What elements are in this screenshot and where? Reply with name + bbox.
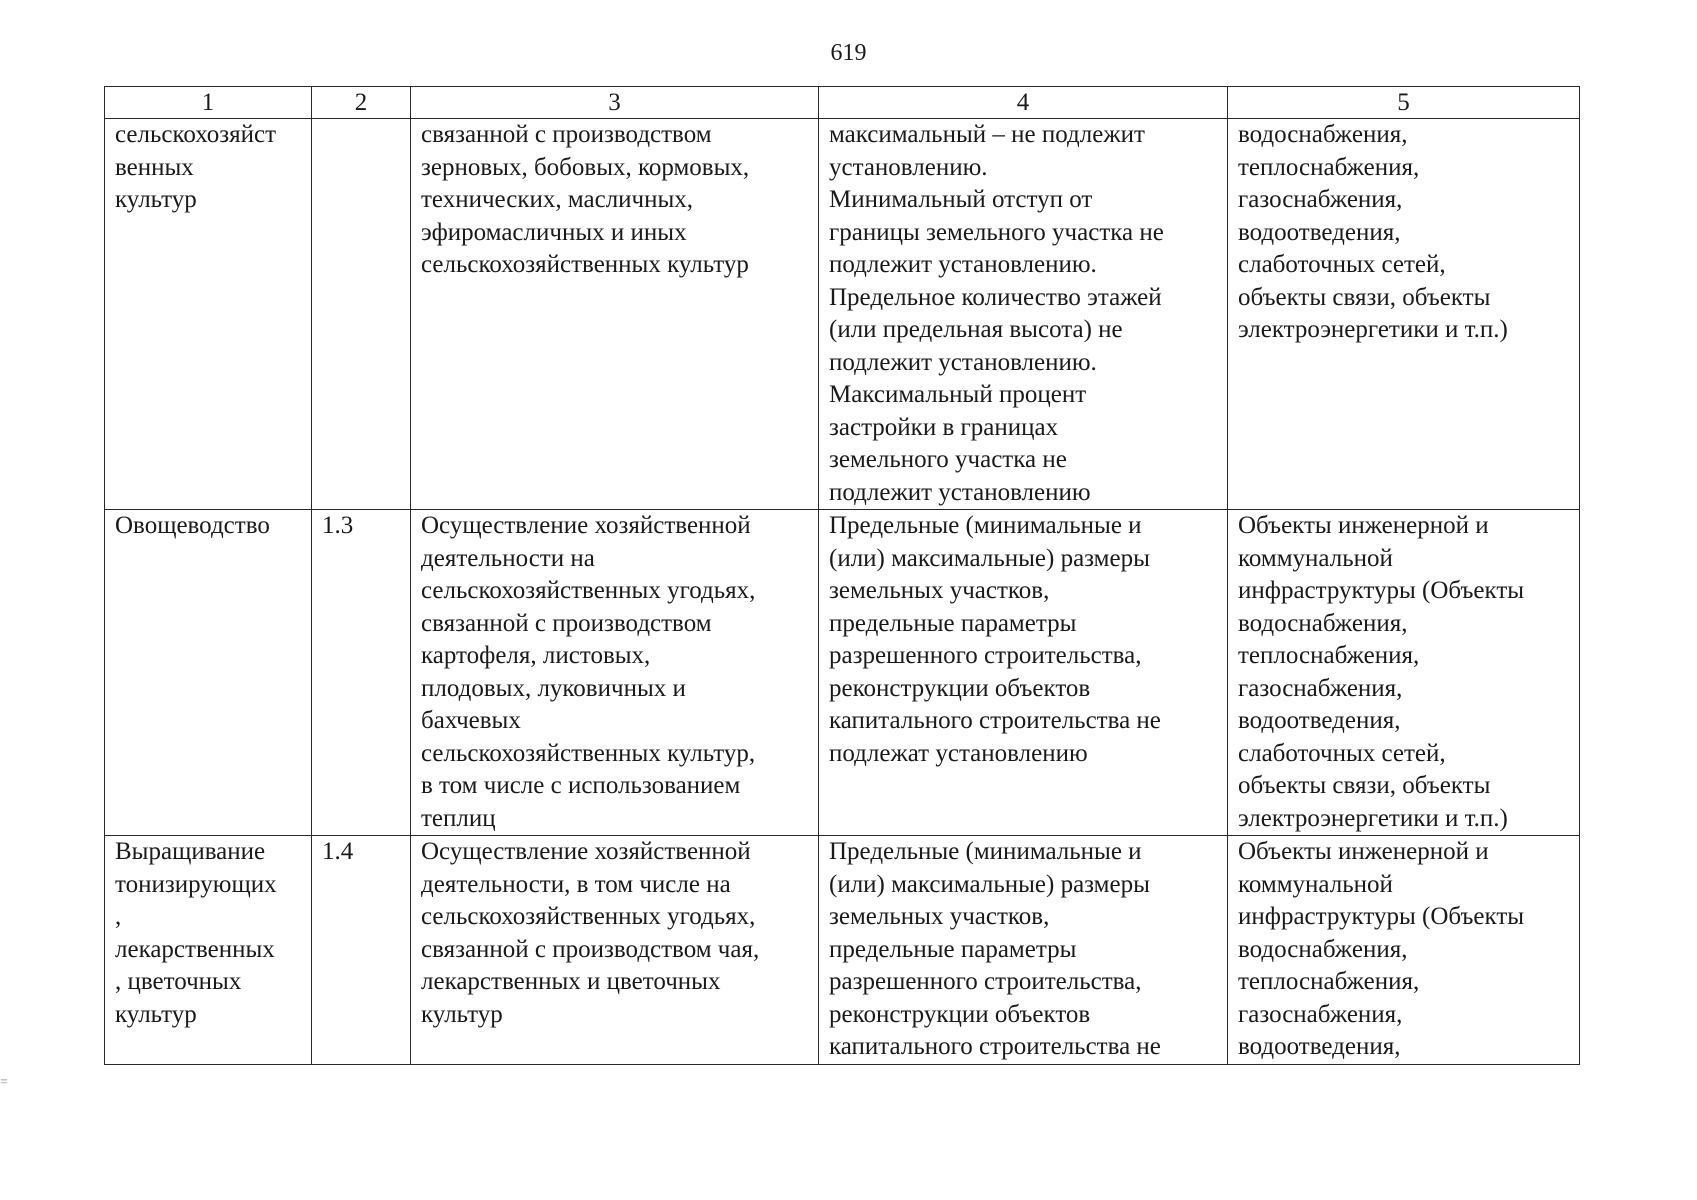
cell-parameters <box>819 510 1228 836</box>
cell-code <box>312 510 411 836</box>
scan-artifact-mark: = <box>0 1075 8 1090</box>
cell-text: Объекты инженерной и коммунальной инфраструктуры (Объекты водоснабжения, теплоснабжения, газоснабжения, водоотведения, слаботочных сетей, объекты связи, объекты электроэнергетики и т.п.) <box>1238 512 1525 832</box>
table-row <box>105 510 1580 836</box>
cell-text: Выращивание тонизирующих , лекарственных , цветочных культур <box>115 838 277 1028</box>
header-col-1: 1 <box>105 87 312 119</box>
cell-parameters <box>819 119 1228 510</box>
header-col-2: 2 <box>312 87 411 119</box>
cell-text: Осуществление хозяйственной деятельности на сельскохозяйственных угодьях, связанной с производством картофеля, листовых, плодовых, луковичных и бахчевых сельскохозяйственных культур, в том числе с использованием теплиц <box>421 512 756 832</box>
cell-use-type <box>105 119 312 510</box>
cell-infrastructure <box>1228 119 1580 510</box>
cell-text: Предельные (минимальные и (или) максимальные) размеры земельных участков, предельные параметры разрешенного строительства, реконструкции объектов капитального строительства не подлежат установлению <box>829 512 1161 767</box>
land-use-table <box>104 86 1580 1065</box>
cell-use-type <box>105 836 312 1065</box>
cell-text: Осуществление хозяйственной деятельности, в том числе на сельскохозяйственных угодьях, связанной с производством чая, лекарственных и цветочных культур <box>421 838 760 1028</box>
cell-description <box>411 836 819 1065</box>
table-row <box>105 836 1580 1065</box>
cell-text: Предельные (минимальные и (или) максимальные) размеры земельных участков, предельные параметры разрешенного строительства, реконструкции объектов капитального строительства не <box>829 838 1161 1060</box>
cell-text: максимальный – не подлежит установлению. Минимальный отступ от границы земельного участка не подлежит установлению. Предельное количество этажей (или предельная высота) не подлежит установлению. Максимальный процент застройки в границах земельного участка не подлежит установлению <box>829 121 1164 506</box>
cell-text: 1.3 <box>322 512 354 539</box>
cell-text: Объекты инженерной и коммунальной инфраструктуры (Объекты водоснабжения, теплоснабжения, газоснабжения, водоотведения, <box>1238 838 1525 1060</box>
table-header-row <box>105 87 1580 119</box>
cell-parameters <box>819 836 1228 1065</box>
page-number: 619 <box>830 40 867 66</box>
cell-description <box>411 119 819 510</box>
cell-infrastructure <box>1228 836 1580 1065</box>
table-row <box>105 119 1580 510</box>
cell-text: 1.4 <box>322 838 354 865</box>
cell-text: Овощеводство <box>115 512 270 539</box>
cell-infrastructure <box>1228 510 1580 836</box>
cell-code <box>312 119 411 510</box>
header-col-4: 4 <box>819 87 1228 119</box>
header-col-5: 5 <box>1228 87 1580 119</box>
cell-use-type <box>105 510 312 836</box>
header-col-3: 3 <box>411 87 819 119</box>
cell-code <box>312 836 411 1065</box>
cell-text: связанной с производством зерновых, бобовых, кормовых, технических, масличных, эфиромасличных и иных сельскохозяйственных культур <box>421 121 750 278</box>
cell-text: сельскохозяйст венных культур <box>115 121 277 213</box>
cell-text: водоснабжения, теплоснабжения, газоснабжения, водоотведения, слаботочных сетей, объекты связи, объекты электроэнергетики и т.п.) <box>1238 121 1508 343</box>
cell-description <box>411 510 819 836</box>
